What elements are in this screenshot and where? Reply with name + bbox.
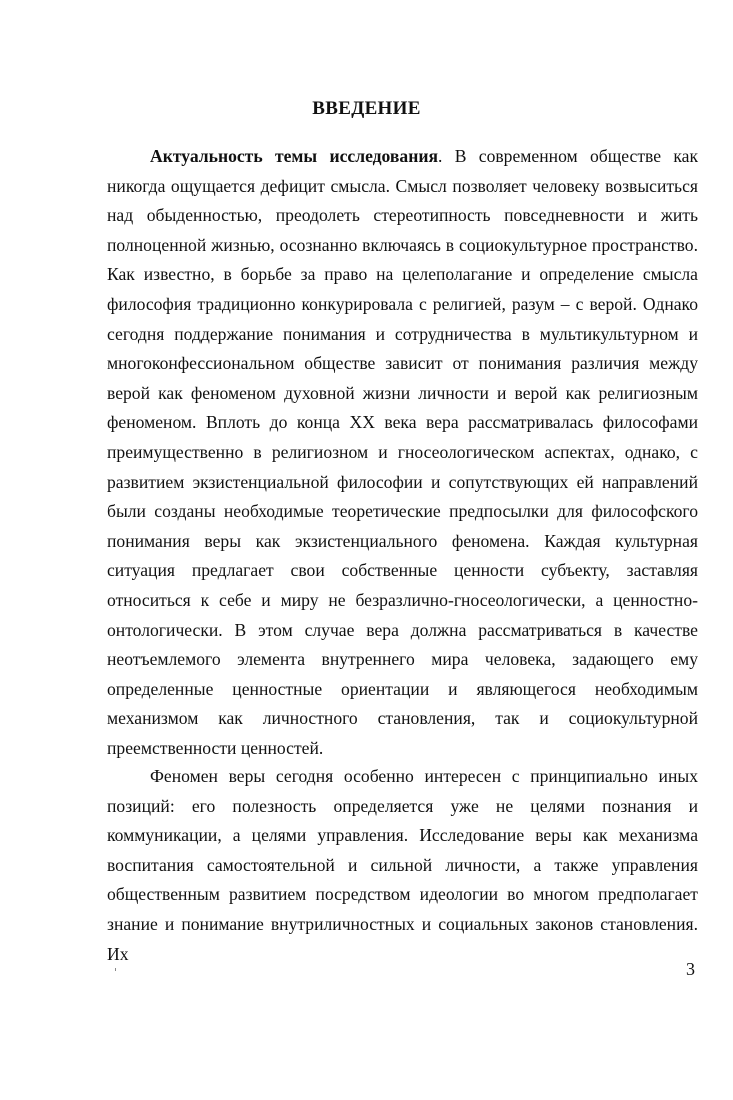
paragraph-1 <box>107 142 698 763</box>
paragraph-lead: Актуальность темы исследования <box>150 146 438 166</box>
paragraph-relevance <box>107 142 698 763</box>
page-number: 3 <box>686 959 695 979</box>
scan-speck <box>115 968 116 971</box>
paragraph-1-text: . В современном обществе как никогда ощущается дефицит смысла. Смысл позволяет человеку возвыситься над обыденностью, преодолеть стереотипность повседневности и жить полноценной жизнью, осознанно включаясь в социокультурное пространство. Как известно, в борьбе за право на целеполагание и определение смысла философия традиционно конкурировала с религией, разум – с верой. Однако сегодня поддержание понимания и сотрудничества в мультикультурном и многоконфессиональном обществе зависит от понимания различия между верой как феноменом духовной жизни личности и верой как религиозным феноменом. Вплоть до конца XX века вера рассматривалась философами преимущественно в религиозном и гносеологическом аспектах, однако, с развитием экзистенциальной философии и сопутствующих ей направлений были созданы необходимые теоретические предпосылки для философского понимания веры как экзистенциального феномена. Каждая культурная ситуация предлагает свои собственные ценности субъекту, заставляя относиться к себе и миру не безразлично-гносеологически, а ценностно-онтологически. В этом случае вера должна рассматриваться в качестве неотъемлемого элемента внутреннего мира человека, задающего ему определенные ценностные ориентации и являющегося необходимым механизмом как личностного становления, так и социокультурной преемственности ценностей. <box>107 146 698 758</box>
paragraph-2: Феномен веры сегодня особенно интересен с принципиально иных позиций: его полезность определяется уже не целями познания и коммуникации, а целями управления. Исследование веры как механизма воспитания самостоятельной и сильной личности, а также управления общественным развитием посредством идеологии во многом предполагает знание и понимание внутриличностных и социальных законов становления. Их <box>107 766 698 964</box>
paragraph-phenomenon <box>107 762 698 969</box>
page-title: ВВЕДЕНИЕ <box>312 98 421 119</box>
